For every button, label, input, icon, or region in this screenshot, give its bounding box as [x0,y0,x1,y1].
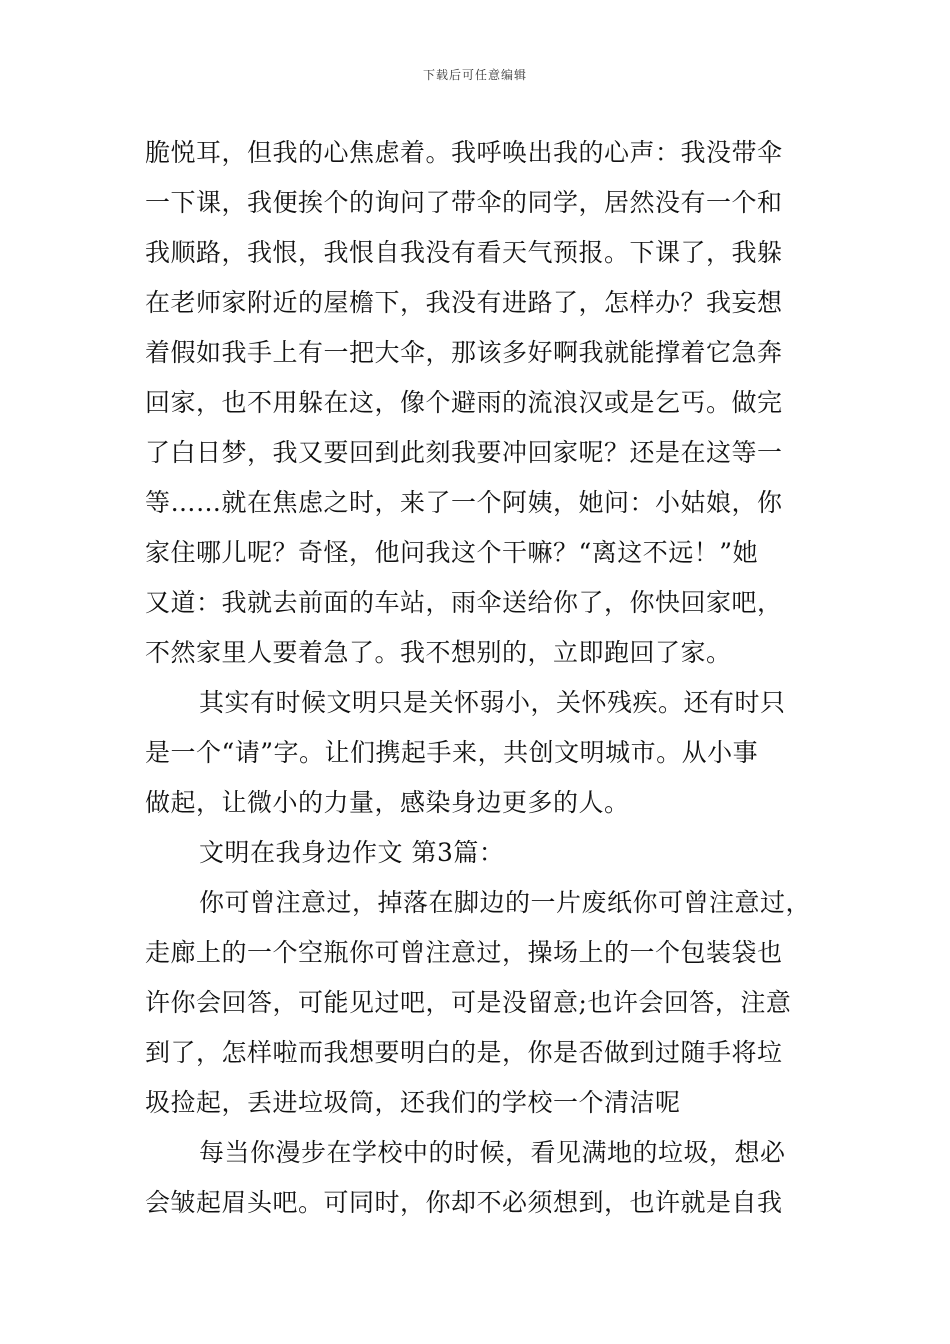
text-line: 是一个“请”字。让们携起手来，共创文明城市。从小事 [145,738,759,767]
text-line: 文明在我身边作文 第3篇： [199,838,505,867]
text-line: 在老师家附近的屋檐下，我没有进路了，怎样办？我妄想 [145,288,783,317]
text-line: 你可曾注意过，掉落在脚边的一片废纸你可曾注意过， [199,888,812,917]
text-line: 走廊上的一个空瓶你可曾注意过，操场上的一个包装袋也 [145,938,783,967]
page-header-note: 下载后可任意编辑 [422,68,527,82]
text-line: 又道：我就去前面的车站，雨伞送给你了，你快回家吧， [145,588,783,617]
text-line: 等……就在焦虑之时，来了一个阿姨，她问：小姑娘，你 [145,488,783,517]
text-line: 脆悦耳，但我的心焦虑着。我呼唤出我的心声：我没带伞 [145,138,783,167]
text-line: 会皱起眉头吧。可同时，你却不必须想到，也许就是自我 [145,1188,783,1217]
text-line: 家住哪儿呢？奇怪，他问我这个干嘛？“离这不远！”她 [145,538,759,567]
text-line: 圾捡起，丢进垃圾筒，还我们的学校一个清洁呢 [145,1088,681,1117]
text-line: 其实有时候文明只是关怀弱小，关怀残疾。还有时只 [199,688,786,717]
document-body [145,128,825,1228]
text-line: 做起，让微小的力量，感染身边更多的人。 [145,788,630,817]
text-line: 回家，也不用躲在这，像个避雨的流浪汉或是乞丐。做完 [145,388,783,417]
text-line: 到了，怎样啦而我想要明白的是，你是否做到过随手将垃 [145,1038,783,1067]
text-line: 了白日梦，我又要回到此刻我要冲回家呢？还是在这等一 [145,438,783,467]
text-line: 许你会回答，可能见过吧，可是没留意;也许会回答，注意 [145,988,792,1017]
text-line: 着假如我手上有一把大伞，那该多好啊我就能撑着它急奔 [145,338,783,367]
text-line: 每当你漫步在学校中的时候，看见满地的垃圾，想必 [199,1138,786,1167]
text-line: 一下课，我便挨个的询问了带伞的同学，居然没有一个和 [145,188,783,217]
text-line: 我顺路，我恨，我恨自我没有看天气预报。下课了，我躲 [145,238,783,267]
text-line: 不然家里人要着急了。我不想别的，立即跑回了家。 [145,638,732,667]
